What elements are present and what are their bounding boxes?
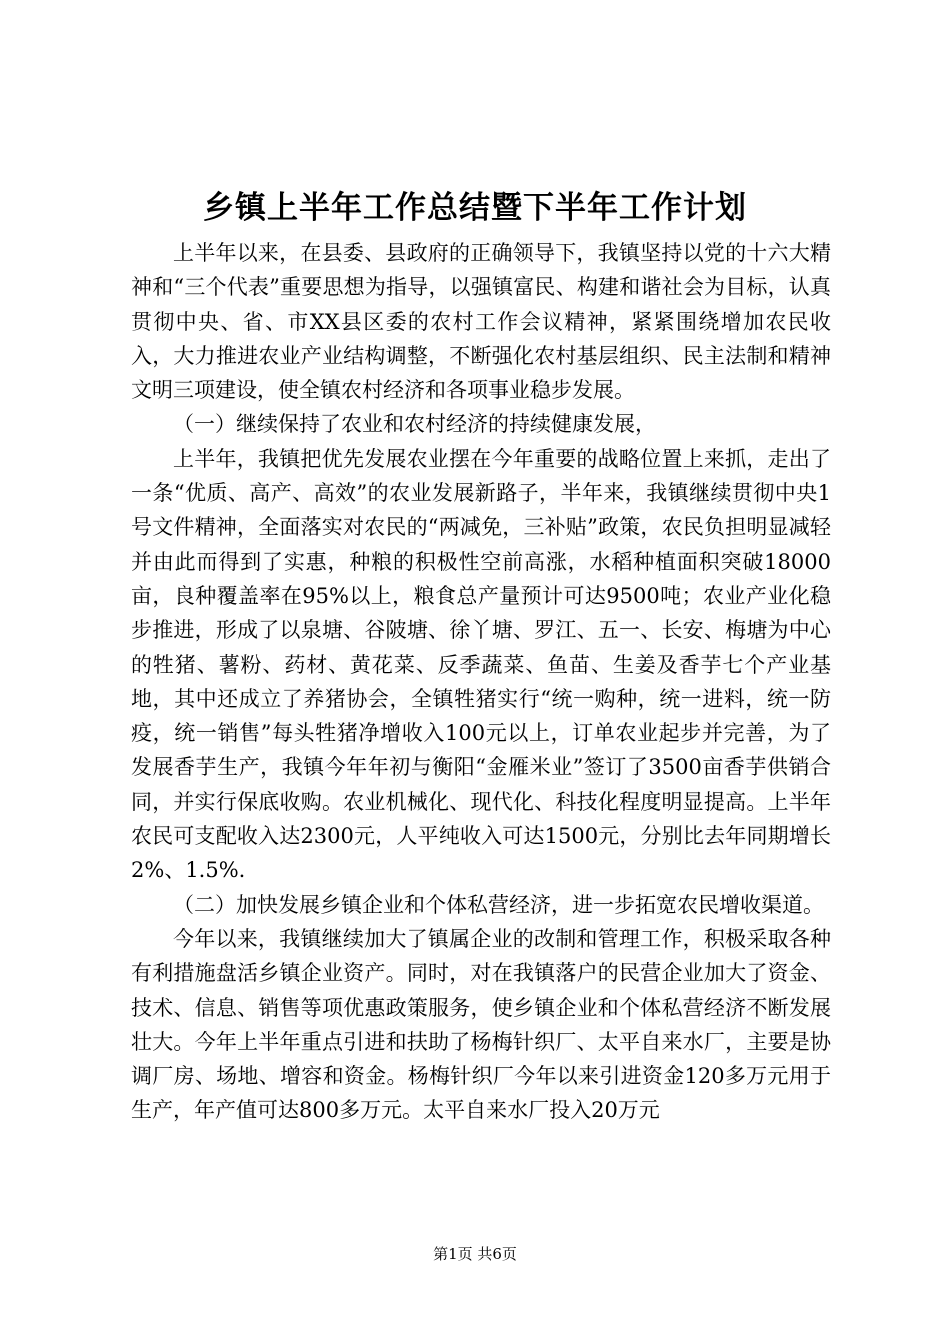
page-number-footer: 第1页 共6页 bbox=[433, 1245, 517, 1263]
section-heading-2: （二）加快发展乡镇企业和个体私营经济，进一步拓宽农民增收渠道。 bbox=[173, 892, 824, 917]
paragraph-intro: 上半年以来，在县委、县政府的正确领导下，我镇坚持以党的十六大精神和“三个代表”重要思想为指导，以强镇富民、构建和谐社会为目标，认真贯彻中央、省、市XX县区委的农村工作会议精神，紧紧围绕增加农民收入，大力推进农业产业结构调整，不断强化农村基层组织、民主法制和精神文明三项建设，使全镇农村经济和各项事业稳步发展。 bbox=[131, 241, 831, 403]
document-title: 乡镇上半年工作总结暨下半年工作计划 bbox=[203, 190, 747, 226]
paragraph-agriculture: 上半年，我镇把优先发展农业摆在今年重要的战略位置上来抓，走出了一条“优质、高产、高效”的农业发展新路子，半年来，我镇继续贯彻中央1号文件精神，全面落实对农民的“两减免，三补贴”政策，农民负担明显减轻并由此而得到了实惠，种粮的积极性空前高涨，水稻种植面积突破18000亩，良种覆盖率在95%以上，粮食总产量预计可达9500吨；农业产业化稳步推进，形成了以泉塘、谷陂塘、徐丫塘、罗江、五一、长安、梅塘为中心的牲猪、薯粉、药材、黄花菜、反季蔬菜、鱼苗、生姜及香芋七个产业基地，其中还成立了养猪协会，全镇牲猪实行“统一购种，统一进料，统一防疫，统一销售”每头牲猪净增收入100元以上，订单农业起步并完善，为了发展香芋生产，我镇今年年初与衡阳“金雁米业”签订了3500亩香芋供销合同，并实行保底收购。农业机械化、现代化、科技化程度明显提高。上半年农民可支配收入达2300元，人平纯收入可达1500元，分别比去年同期增长2%、1.5%. bbox=[131, 446, 831, 883]
paragraph-enterprise: 今年以来，我镇继续加大了镇属企业的改制和管理工作，积极采取各种有利措施盘活乡镇企业资产。同时，对在我镇落户的民营企业加大了资金、技术、信息、销售等项优惠政策服务，使乡镇企业和个体私营经济不断发展壮大。今年上半年重点引进和扶助了杨梅针织厂、太平自来水厂，主要是协调厂房、场地、增容和资金。杨梅针织厂今年以来引进资金120多万元用于生产，年产值可达800多万元。太平自来水厂投入20万元 bbox=[131, 926, 831, 1123]
document-body bbox=[131, 236, 831, 1128]
section-heading-1: （一）继续保持了农业和农村经济的持续健康发展， bbox=[173, 412, 656, 437]
